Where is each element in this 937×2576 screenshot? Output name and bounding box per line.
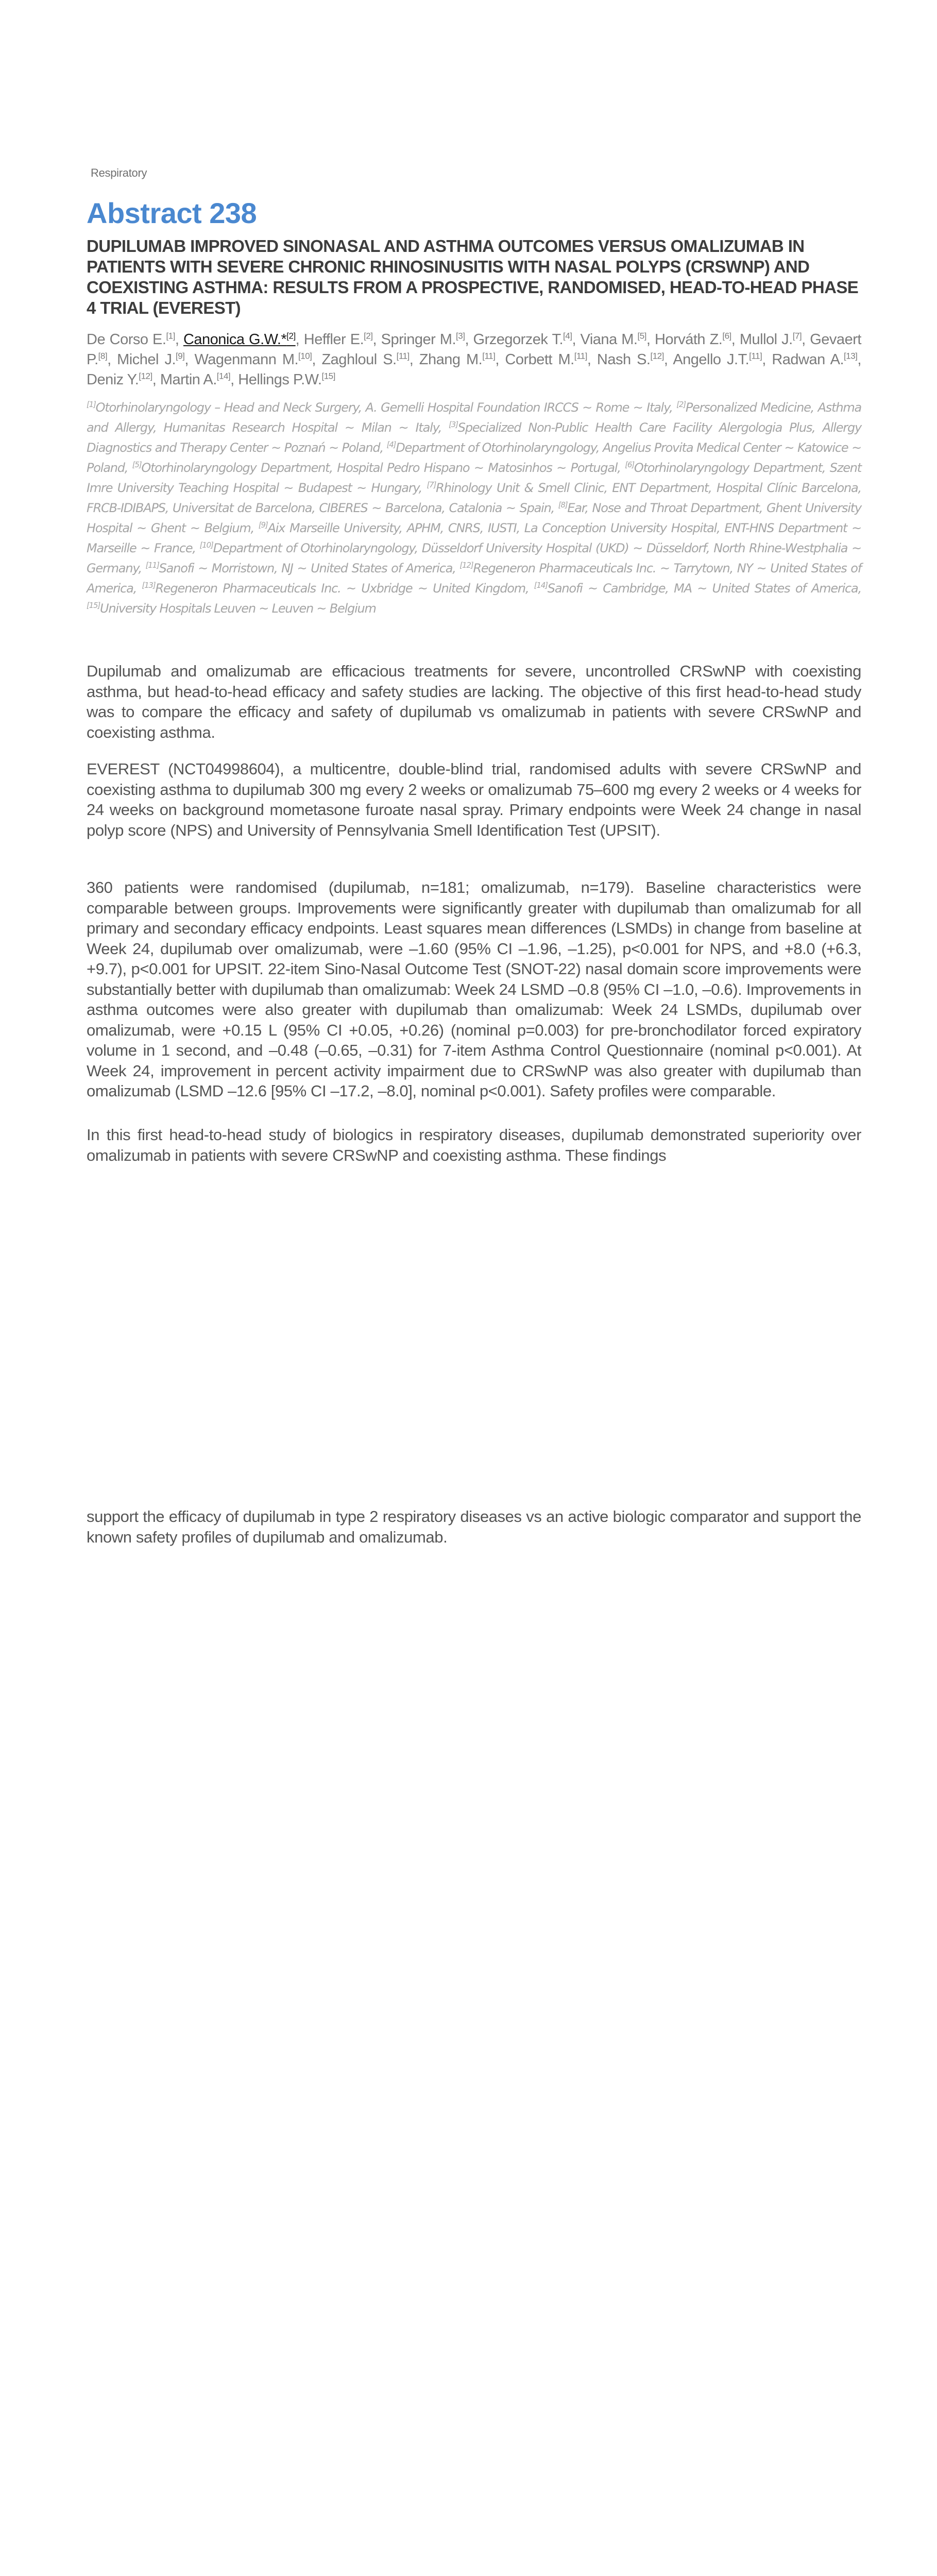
affiliation-number: [14] <box>534 581 548 590</box>
conclusion-paragraph-continued: support the efficacy of dupilumab in type 2 respiratory diseases vs an active biologic comparator and support the known safety profiles of dupilumab and omalizumab. <box>87 1507 861 1546</box>
affiliation-text: Department of Otorhinolaryngology, Angelius Provita Medical Center ~ Katowice ~ Poland <box>87 440 861 475</box>
conclusion-paragraph: In this first head-to-head study of biologics in respiratory diseases, dupilumab demonstrated superiority over omalizumab in patients with severe CRSwNP and coexisting asthma. These findings <box>87 1126 861 1164</box>
abstract-number-heading: Abstract 238 <box>87 197 257 229</box>
author-name: Deniz Y. <box>87 371 139 388</box>
author-name: Radwan A. <box>772 351 844 368</box>
author <box>581 331 646 348</box>
affiliation-text: Specialized Non-Public Health Care Facility Alergologia Plus, Allergy Diagnostics and Therapy Center ~ Poznań ~ Poland <box>87 420 862 455</box>
author-affiliation-ref: [3] <box>456 331 465 341</box>
author-affiliation-ref: [11] <box>574 351 587 361</box>
author-name: Zaghloul S. <box>321 351 397 368</box>
affiliation-text: Sanofi ~ Morristown, NJ ~ United States of America <box>159 561 453 575</box>
affiliation-text: Personalized Medicine, Asthma and Allergy, Humanitas Research Hospital ~ Milan ~ Italy <box>87 400 862 435</box>
author-name: Nash S. <box>597 351 651 368</box>
affiliation-number: [7] <box>427 480 436 489</box>
author-affiliation-ref: [13] <box>844 351 858 361</box>
author-affiliation-ref: [7] <box>792 331 802 341</box>
author-affiliation-ref: [15] <box>321 371 335 381</box>
affiliation-number: [8] <box>558 500 568 510</box>
presenting-author <box>183 331 296 348</box>
affiliation-text: Aix Marseille University, APHM, CNRS, IUSTI, La Conception University Hospital, ENT-HNS Department ~ Marseille ~ France <box>87 521 861 555</box>
affiliation-number: [1] <box>87 400 96 409</box>
affiliation-number: [9] <box>258 520 268 530</box>
affiliation-number: [13] <box>142 581 156 590</box>
author-name: Mullol J. <box>739 331 793 348</box>
background-paragraph: Dupilumab and omalizumab are efficacious treatments for severe, uncontrolled CRSwNP with coexisting asthma, but head-to-head efficacy and safety studies are lacking. The objective of this first head-to-head study was to compare the efficacy and safety of dupilumab vs omalizumab in patients with severe CRSwNP and coexisting asthma. <box>87 662 861 741</box>
author-name: Grzegorzek T. <box>473 331 564 348</box>
author-name: Martin A. <box>160 371 217 388</box>
affiliation-text: Otorhinolaryngology – Head and Neck Surgery, A. Gemelli Hospital Foundation IRCCS ~ Rome ~ Italy <box>95 400 670 415</box>
results-paragraph: 360 patients were randomised (dupilumab, n=181; omalizumab, n=179). Baseline characteristics were comparable between groups. Improvements were significantly greater with dupilumab than omalizumab for all primary and secondary efficacy endpoints. Least squares mean differences (LSMDs) in change from baseline at Week 24, dupilumab over omalizumab, were –1.60 (95% CI –1.96, –1.25), p<0.001 for NPS, and +8.0 (+6.3, +9.7), p<0.001 for UPSIT. 22-item Sino-Nasal Outcome Test (SNOT-22) nasal domain score improvements were substantially better with dupilumab than omalizumab: Week 24 LSMD –0.8 (95% CI –1.0, –0.6). Improvements in asthma outcomes were also greater with dupilumab than omalizumab: Week 24 LSMDs, dupilumab over omalizumab, were +0.15 L (95% CI +0.05, +0.26) (nominal p=0.003) for pre-bronchodilator forced expiratory volume in 1 second, and –0.48 (–0.65, –0.31) for 7-item Asthma Control Questionnaire (nominal p<0.001). At Week 24, improvement in percent activity impairment due to CRSwNP was also greater with dupilumab than omalizumab (LSMD –12.6 [95% CI –17.2, –8.0], nominal p<0.001). Safety profiles were comparable. <box>87 878 861 1100</box>
author-affiliation-ref: [12] <box>139 371 152 381</box>
author <box>160 371 230 388</box>
affiliation-text: Regeneron Pharmaceuticals Inc. ~ Tarrytown, NY ~ United States of America <box>87 561 862 596</box>
affiliation-list: [1]Otorhinolaryngology – Head and Neck Surgery, A. Gemelli Hospital Foundation IRCCS ~ Rome ~ Italy, [2]Personalized Medicine, Asthma and Allergy, Humanitas Research Hospital ~ Milan ~ Italy, [3]Specialized Non-Public Health Care Facility Alergologia Plus, Allergy Diagnostics and Therapy Center ~ Poznań ~ Poland, [4]Department of Otorhinolaryngology, Angelius Provita Medical Center ~ Katowice ~ Poland, [5]Otorhinolaryngology Department, Hospital Pedro Hispano ~ Matosinhos ~ Portugal, [6]Otorhinolaryngology Department, Szent Imre University Teaching Hospital ~ Budapest ~ Hungary, [7]Rhinology Unit & Smell Clinic, ENT Department, Hospital Clínic Barcelona, FRCB-IDIBAPS, Universitat de Barcelona, CIBERES ~ Barcelona, Catalonia ~ Spain, [8]Ear, Nose and Throat Department, Ghent University Hospital ~ Ghent ~ Belgium, [9]Aix Marseille University, APHM, CNRS, IUSTI, La Conception University Hospital, ENT-HNS Department ~ Marseille ~ France, [10]Department of Otorhinolaryngology, Düsseldorf University Hospital (UKD) ~ Düsseldorf, North Rhine-Westphalia ~ Germany, [11]Sanofi ~ Morristown, NJ ~ United States of America, [12]Regeneron Pharmaceuticals Inc. ~ Tarrytown, NY ~ United States of America, [13]Regeneron Pharmaceuticals Inc. ~ Uxbridge ~ United Kingdom, [14]Sanofi ~ Cambridge, MA ~ United States of America, [15]University Hospitals Leuven ~ Leuven ~ Belgium <box>87 400 862 616</box>
author <box>655 331 731 348</box>
author-name: De Corso E. <box>87 331 166 348</box>
author <box>772 351 857 368</box>
affiliation-number: [5] <box>132 460 142 469</box>
author <box>740 331 802 348</box>
author <box>304 331 373 348</box>
affiliation-text: Regeneron Pharmaceuticals Inc. ~ Uxbridge ~ United Kingdom <box>155 581 525 596</box>
affiliation-text: Otorhinolaryngology Department, Hospital Pedro Hispano ~ Matosinhos ~ Portugal <box>141 461 618 475</box>
author-name: Gevaert P. <box>87 331 861 368</box>
author <box>117 351 184 368</box>
author <box>381 331 465 348</box>
author <box>194 351 312 368</box>
author <box>321 351 409 368</box>
affiliation-text: Rhinology Unit & Smell Clinic, ENT Department, Hospital Clínic Barcelona, FRCB-IDIBAPS, Universitat de Barcelona, CIBERES ~ Barcelona, Catalonia ~ Spain <box>87 481 861 515</box>
methods-paragraph: EVEREST (NCT04998604), a multicentre, double-blind trial, randomised adults with severe CRSwNP and coexisting asthma to dupilumab 300 mg every 2 weeks or omalizumab 75–600 mg every 2 weeks or 4 weeks for 24 weeks on background mometasone furoate nasal spray. Primary endpoints were Week 24 change in nasal polyp score (NPS) and University of Pennsylvania Smell Identification Test (UPSIT). <box>87 760 861 839</box>
author <box>87 371 152 388</box>
author-list: De Corso E.[1], Canonica G.W.*[2], Heffler E.[2], Springer M.[3], Grzegorzek T.[4], Viana M.[5], Horváth Z.[6], Mullol J.[7], Gevaert P.[8], Michel J.[9], Wagenmann M.[10], Zaghloul S.[11], Zhang M.[11], Corbett M.[11], Nash S.[12], Angello J.T.[11], Radwan A.[13], Deniz Y.[12], Martin A.[14], Hellings P.W.[15] <box>87 331 861 388</box>
affiliation-number: [15] <box>87 601 100 610</box>
affiliation-text: Otorhinolaryngology Department, Szent Imre University Teaching Hospital ~ Budapest ~ Hungary <box>87 461 861 495</box>
author-affiliation-ref: [2] <box>364 331 373 341</box>
author-affiliation-ref: [10] <box>298 351 312 361</box>
affiliation-text: Sanofi ~ Cambridge, MA ~ United States of America <box>547 581 858 596</box>
author-affiliation-ref: [8] <box>98 351 108 361</box>
author-affiliation-ref: [9] <box>176 351 185 361</box>
author-name: Springer M. <box>381 331 456 348</box>
category-label: Respiratory <box>91 166 147 179</box>
affiliation-number: [4] <box>386 440 396 449</box>
author-affiliation-ref: [12] <box>650 351 664 361</box>
author <box>597 351 664 368</box>
author-name: Michel J. <box>117 351 176 368</box>
author-affiliation-ref: [2] <box>286 331 296 341</box>
author-name: Corbett M. <box>505 351 574 368</box>
affiliation <box>87 400 669 415</box>
affiliation-number: [3] <box>449 420 458 429</box>
affiliation-text: University Hospitals Leuven ~ Leuven ~ Belgium <box>100 601 376 616</box>
affiliation <box>87 601 376 616</box>
author-name: Canonica G.W.* <box>183 331 287 348</box>
author-affiliation-ref: [5] <box>637 331 646 341</box>
author <box>238 371 335 388</box>
author <box>473 331 572 348</box>
author <box>87 331 175 348</box>
author-affiliation-ref: [1] <box>166 331 175 341</box>
affiliation-number: [6] <box>625 460 634 469</box>
author-affiliation-ref: [11] <box>396 351 410 361</box>
author-name: Hellings P.W. <box>238 371 322 388</box>
author-affiliation-ref: [4] <box>563 331 572 341</box>
abstract-title: DUPILUMAB IMPROVED SINONASAL AND ASTHMA OUTCOMES VERSUS OMALIZUMAB IN PATIENTS WITH SEVERE CHRONIC RHINOSINUSITIS WITH NASAL POLYPS (CRSWNP) AND COEXISTING ASTHMA: RESULTS FROM A PROSPECTIVE, RANDOMISED, HEAD-TO-HEAD PHASE 4 TRIAL (EVEREST) <box>87 236 859 317</box>
author-name: Zhang M. <box>419 351 483 368</box>
author-name: Heffler E. <box>303 331 364 348</box>
author-affiliation-ref: [11] <box>749 351 762 361</box>
affiliation-text: Ear, Nose and Throat Department, Ghent University Hospital ~ Ghent ~ Belgium <box>87 501 862 535</box>
affiliation-number: [11] <box>145 561 159 570</box>
affiliation <box>146 561 453 575</box>
affiliation <box>142 581 525 596</box>
affiliation <box>132 461 618 475</box>
author-affiliation-ref: [11] <box>482 351 496 361</box>
affiliation-number: [2] <box>676 400 686 409</box>
affiliation-text: Department of Otorhinolaryngology, Düsseldorf University Hospital (UKD) ~ Düsseldorf, North Rhine-Westphalia ~ Germany <box>87 541 862 575</box>
author <box>673 351 762 368</box>
author-name: Horváth Z. <box>654 331 723 348</box>
author-affiliation-ref: [14] <box>216 371 231 381</box>
author-affiliation-ref: [6] <box>722 331 731 341</box>
author-name: Angello J.T. <box>673 351 749 368</box>
affiliation-number: [12] <box>459 561 473 570</box>
affiliation-number: [10] <box>199 540 213 550</box>
author <box>505 351 587 368</box>
author <box>419 351 496 368</box>
affiliation <box>534 581 858 596</box>
author-name: Wagenmann M. <box>194 351 299 368</box>
author-name: Viana M. <box>580 331 638 348</box>
